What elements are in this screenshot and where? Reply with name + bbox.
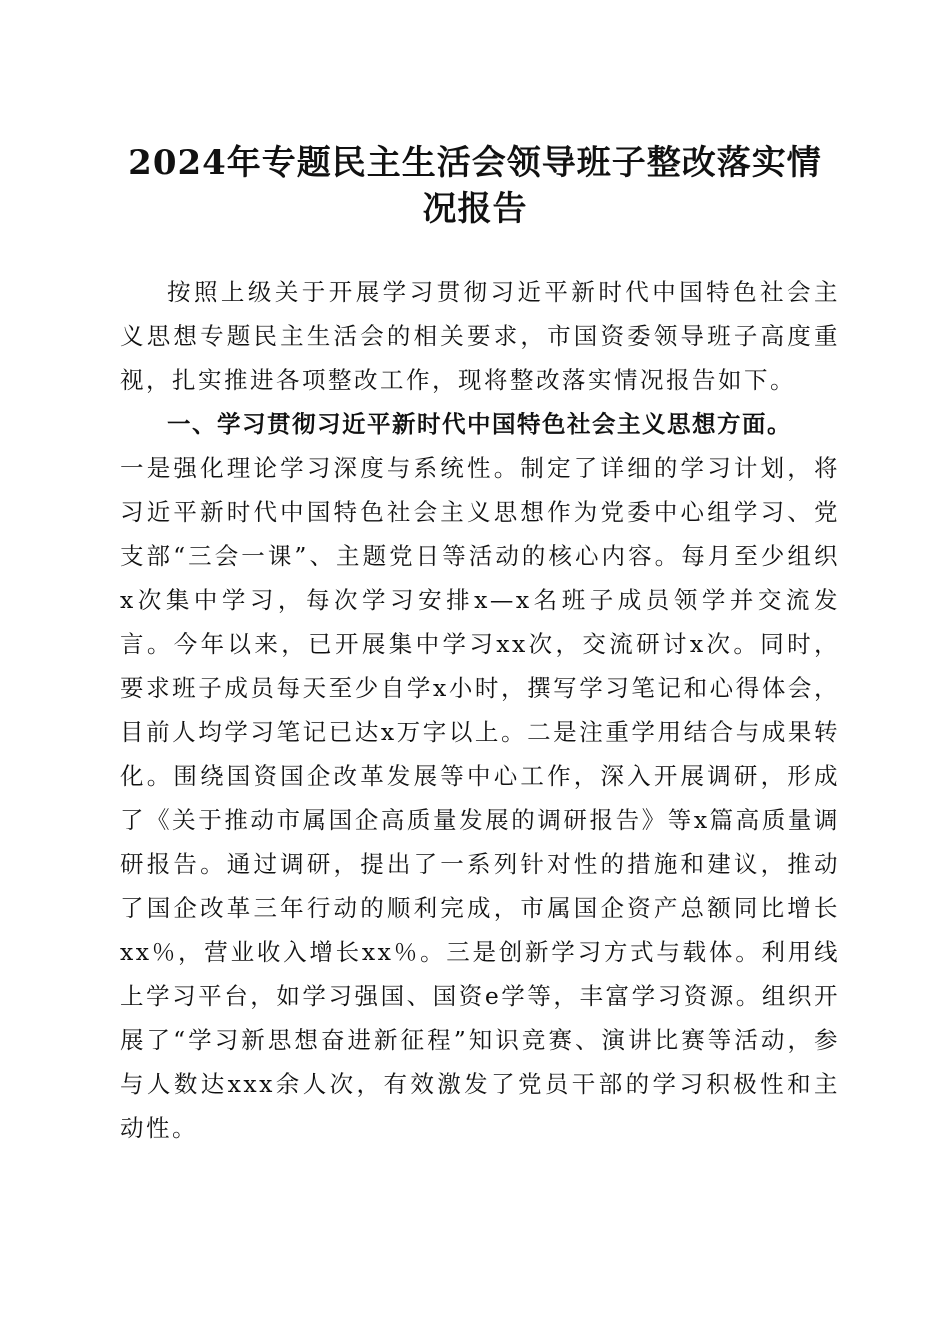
document-title-line-1: 2024年专题民主生活会领导班子整改落实情 [128, 143, 822, 183]
section-1-heading: 一、学习贯彻习近平新时代中国特色社会主义思想方面。 [167, 410, 792, 438]
intro-paragraph: 按照上级关于开展学习贯彻习近平新时代中国特色社会主义思想专题民主生活会的相关要求，市国资委领导班子高度重视，扎实推进各项整改工作，现将整改落实情况报告如下。 [120, 278, 840, 394]
document-title-line-2: 况报告 [422, 189, 528, 229]
document-body [120, 270, 840, 1150]
section-1-body: 一是强化理论学习深度与系统性。制定了详细的学习计划，将习近平新时代中国特色社会主义思想作为党委中心组学习、党支部“三会一课”、主题党日等活动的核心内容。每月至少组织x次集中学习，每次学习安排x—x名班子成员领学并交流发言。今年以来，已开展集中学习xx次，交流研讨x次。同时，要求班子成员每天至少自学x小时，撰写学习笔记和心得体会，目前人均学习笔记已达x万字以上。二是注重学用结合与成果转化。围绕国资国企改革发展等中心工作，深入开展调研，形成了《关于推动市属国企高质量发展的调研报告》等x篇高质量调研报告。通过调研，提出了一系列针对性的措施和建议，推动了国企改革三年行动的顺利完成，市属国企资产总额同比增长xx％，营业收入增长xx％。三是创新学习方式与载体。利用线上学习平台，如学习强国、国资e学等，丰富学习资源。组织开展了“学习新思想奋进新征程”知识竞赛、演讲比赛等活动，参与人数达xxx余人次，有效激发了党员干部的学习积极性和主动性。 [120, 454, 840, 1142]
